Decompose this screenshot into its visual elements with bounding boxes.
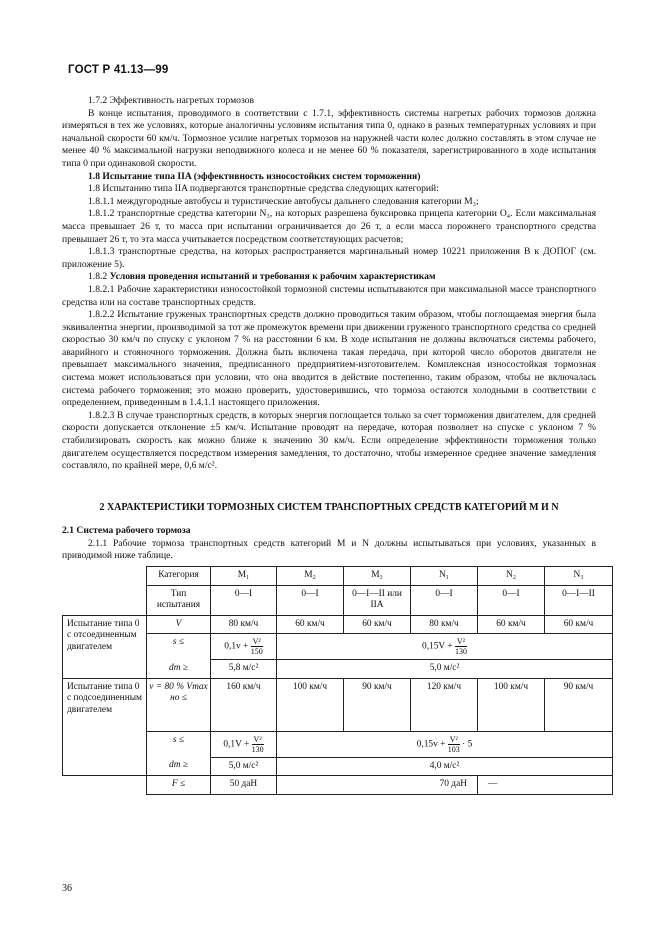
value-cell: 160 км/ч — [211, 678, 277, 731]
category-cell: M₂ — [277, 567, 344, 586]
formula-cell: 0,15V + $\frac{\text{V²}}{130}$ — [277, 634, 613, 660]
table-cell — [63, 776, 147, 795]
value-cell: 50 даН — [211, 776, 277, 795]
type-label: Тип испытания — [147, 585, 211, 615]
section-heading: 1.8 Испытание типа IIA (эффективность износостойких систем торможения) — [88, 170, 421, 182]
value-cell: 5,0 м/с² — [277, 660, 613, 679]
table-cell — [613, 776, 618, 795]
table-row — [63, 634, 618, 660]
paragraph: 1.8.1.2 транспортные средства категории N₃, на которых разрешена буксировка прицепа категории O₄. Если максимальная масса превышает 26 т, то масса при испытании ограничивается до 26 т, а если масса порожнего транспортного средства превышает 26 т, то эта масса учитывается посредством соответствующих расчетов; — [62, 208, 596, 245]
table-row — [63, 757, 618, 776]
table-row — [63, 567, 618, 586]
formula-cell: 0,1v + $\frac{\text{V²}}{150}$ — [211, 634, 277, 660]
page-number: 36 — [62, 883, 72, 894]
value-cell: 100 км/ч — [277, 678, 344, 731]
type-cell: 0—I—II или IIA — [344, 585, 411, 615]
value-cell: 60 км/ч — [545, 615, 613, 634]
category-cell: N₂ — [478, 567, 545, 586]
table-row — [63, 731, 618, 757]
formula-cell: 0,1V + $\frac{\text{V²}}{130}$ — [211, 731, 277, 757]
category-cell: N₃ — [545, 567, 613, 586]
paragraph-number: 1.8.2 — [88, 271, 110, 283]
paragraph: В конце испытания, проводимого в соответствии с 1.7.1, эффективность системы нагретых рабочих тормозов должна измеряться в тех же условиях, которые аналогичны условиям испытания типа 0, однако в разных температурных условиях и при начальной скорости 60 км/ч. Тормозное усилие нагретых тормозов на наружней части колес должно составлять в этом случае не менее 40 % максимальной нагрузки неподвижного колеса и не менее 60 % показателя, зарегистрированного в ходе испытания типа 0 при одинаковой скорости. — [62, 107, 596, 169]
value-cell: 4,0 м/с² — [277, 757, 613, 776]
paragraph: 1.8.2.2 Испытание груженых транспортных средств должно проводиться таким образом, чтобы поглощаемая энергия была эквивалентна энергии, производимой за тот же промежуток времени при движении груженого транспортного средства со средней скоростью 30 км/ч по спуску с уклоном 7 % на расстоянии 6 км. В ходе испытания не должны включаться системы рабочего, аварийного и стояночного торможения. Должна быть включена такая передача, при которой число оборотов двигателя не превышает максимального значения, предписанного предприятием-изготовителем. Комплексная износостойкая тормозная система может использоваться при условии, что она вводится в действие постепенно, таким образом, чтобы не включалась система рабочего торможения; это можно проверить, удостоверившись, что тормоза остаются холодными в соответствии с определением, приведенным в 1.4.1.1 настоящего приложения. — [62, 309, 596, 409]
value-cell: 90 км/ч — [545, 678, 613, 731]
subsection — [62, 525, 596, 563]
value-cell: 80 км/ч — [411, 615, 478, 634]
param-label: s ≤ — [147, 634, 211, 660]
section-title: 2 ХАРАКТЕРИСТИКИ ТОРМОЗНЫХ СИСТЕМ ТРАНСПОРТНЫХ СРЕДСТВ КАТЕГОРИЙ M И N — [99, 502, 559, 513]
formula-cell: 0,15v + $\frac{\text{V²}}{103}$ · 5 — [277, 731, 613, 757]
value-cell: 120 км/ч — [411, 678, 478, 731]
paragraph — [62, 271, 596, 284]
type-cell: 0—I—II — [545, 585, 613, 615]
value-cell: 60 км/ч — [478, 615, 545, 634]
bold-heading: Условия проведения испытаний и требования к рабочим характеристикам — [109, 271, 436, 283]
paragraph: 1.8.2.3 В случае транспортных средств, в которых энергия поглощается только за счет торможения двигателем, для средней скорости допускается отклонение ±5 км/ч. Испытание проводят на передаче, которая позволяет на спуске с уклоном 7 % стабилизировать скорость как можно ближе к значению 30 км/ч. Если определение эффективности торможения только двигателем осуществляется посредством измерения замедления, то достаточно, чтобы измеренное среднее значение замедления составляло, по крайней мере, 0,6 м/с². — [62, 409, 596, 472]
value-cell: 70 даН — [277, 776, 478, 795]
paragraph: 1.8.1.1 междугородные автобусы и туристические автобусы дальнего следования категории M₃; — [88, 195, 479, 207]
type-cell: 0—I — [211, 585, 277, 615]
value-cell: 90 км/ч — [344, 678, 411, 731]
paragraph: 1.7.2 Эффективность нагретых тормозов — [88, 95, 254, 106]
param-label: v = 80 % Vmax но ≤ — [147, 678, 211, 731]
type-cell: 0—I — [478, 585, 545, 615]
table-cell — [63, 585, 147, 615]
group-label: Испытание типа 0 с отсоединенным двигателем — [63, 615, 147, 678]
value-cell: 60 км/ч — [344, 615, 411, 634]
category-cell: N₁ — [411, 567, 478, 586]
category-label: Категория — [147, 567, 211, 586]
value-cell: 80 км/ч — [211, 615, 277, 634]
type-cell: 0—I — [411, 585, 478, 615]
document-body — [62, 95, 596, 473]
paragraph: 2.1.1 Рабочие тормоза транспортных средств категорий M и N должны испытываться при условиях, указанных в приводимой ниже таблице. — [62, 537, 596, 562]
param-label: dm ≥ — [147, 660, 211, 679]
value-cell: 100 км/ч — [478, 678, 545, 731]
table-row — [63, 615, 618, 634]
value-cell: 60 км/ч — [277, 615, 344, 634]
table-row — [63, 585, 618, 615]
document-header: ГОСТ Р 41.13—99 — [68, 64, 169, 76]
param-label: F ≤ — [147, 776, 211, 795]
brake-test-table — [62, 566, 618, 795]
paragraph: 1.8 Испытанию типа IIA подвергаются транспортные средства следующих категорий: — [88, 183, 439, 195]
category-cell: M₁ — [211, 567, 277, 586]
type-cell: 0—I — [277, 585, 344, 615]
table-row — [63, 660, 618, 679]
group-label: Испытание типа 0 с подсоединенным двигателем — [63, 678, 147, 776]
param-label: V — [147, 615, 211, 634]
param-label: dm ≥ — [147, 757, 211, 776]
value-cell: — — [478, 776, 613, 795]
table-cell — [63, 567, 147, 586]
value-cell: 5,0 м/с² — [211, 757, 277, 776]
paragraph: 1.8.1.3 транспортные средства, на которых распространяется маргинальный номер 10221 приложения B к ДОПОГ (см. приложение 5). — [62, 246, 596, 270]
table-row — [63, 776, 618, 795]
paragraph: 1.8.2.1 Рабочие характеристики износостойкой тормозной системы испытываются при максимальной массе транспортного средства или на составе транспортных средств. — [62, 283, 596, 308]
value-cell: 5,8 м/с² — [211, 660, 277, 679]
param-label: s ≤ — [147, 731, 211, 757]
subsection-title: 2.1 Система рабочего тормоза — [62, 525, 191, 536]
category-cell: M₃ — [344, 567, 411, 586]
table-row — [63, 678, 618, 731]
